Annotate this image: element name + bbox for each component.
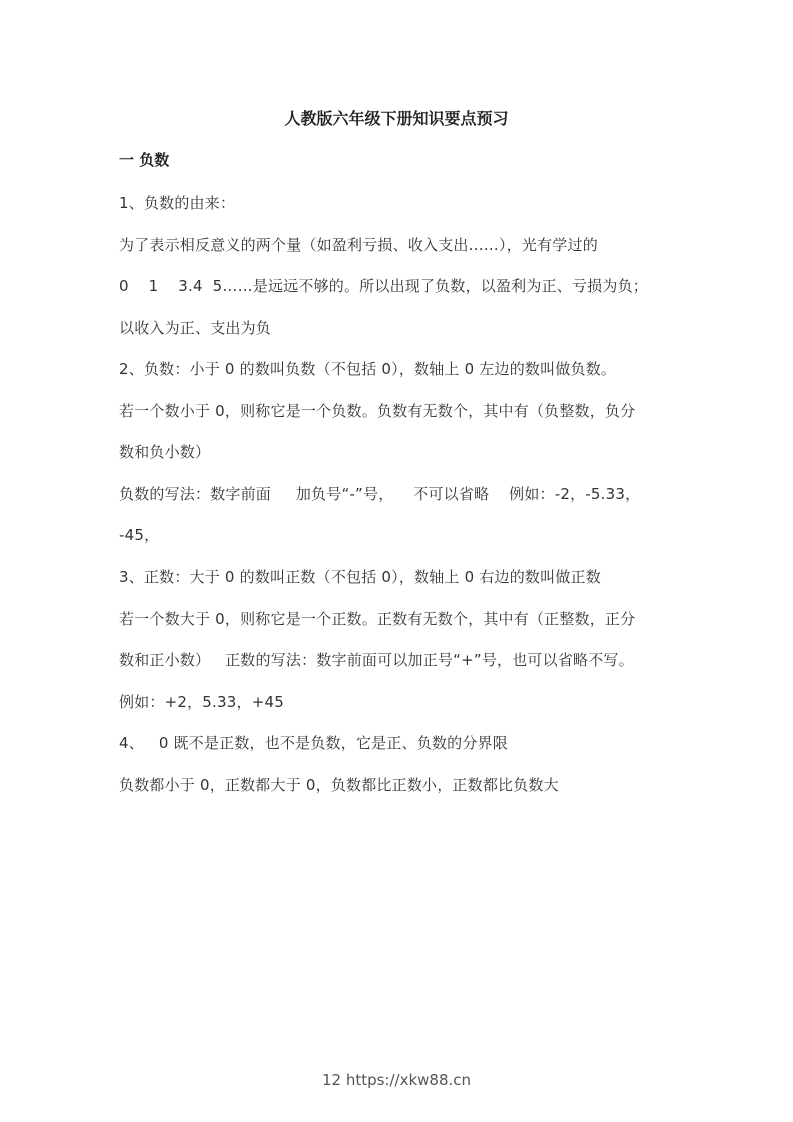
text-line: 为了表示相反意义的两个量（如盈利亏损、收入支出……），光有学过的 <box>119 236 598 254</box>
text-line: 0 1 3.4 5……是远远不够的。所以出现了负数，以盈利为正、亏损为负； <box>119 277 648 295</box>
text-line: 若一个数大于 0，则称它是一个正数。正数有无数个，其中有（正整数，正分 <box>119 610 636 628</box>
text-line: 若一个数小于 0，则称它是一个负数。负数有无数个，其中有（负整数，负分 <box>119 402 636 420</box>
page-footer: 12 https://xkw88.cn <box>321 1071 472 1089</box>
document-title: 人教版六年级下册知识要点预习 <box>284 109 509 128</box>
text-line: 以收入为正、支出为负 <box>119 319 272 337</box>
text-line: 数和负小数） <box>119 443 211 461</box>
text-line: 负数都小于 0，正数都大于 0，负数都比正数小，正数都比负数大 <box>119 776 559 794</box>
text-line: 2、负数：小于 0 的数叫负数（不包括 0），数轴上 0 左边的数叫做负数。 <box>119 360 617 378</box>
text-line: 3、正数：大于 0 的数叫正数（不包括 0），数轴上 0 右边的数叫做正数 <box>119 568 601 586</box>
text-line: 数和正小数） 正数的写法：数字前面可以加正号“+”号，也可以省略不写。 <box>119 651 634 669</box>
text-line: -45， <box>119 526 160 544</box>
text-line: 例如：+2，5.33，+45 <box>119 693 284 711</box>
text-line: 4、 0 既不是正数，也不是负数，它是正、负数的分界限 <box>119 734 508 752</box>
section-heading: 一 负数 <box>119 151 170 169</box>
text-line: 负数的写法：数字前面 加负号“-”号， 不可以省略 例如：-2，-5.33， <box>119 485 641 503</box>
text-line: 1、负数的由来： <box>119 194 236 212</box>
